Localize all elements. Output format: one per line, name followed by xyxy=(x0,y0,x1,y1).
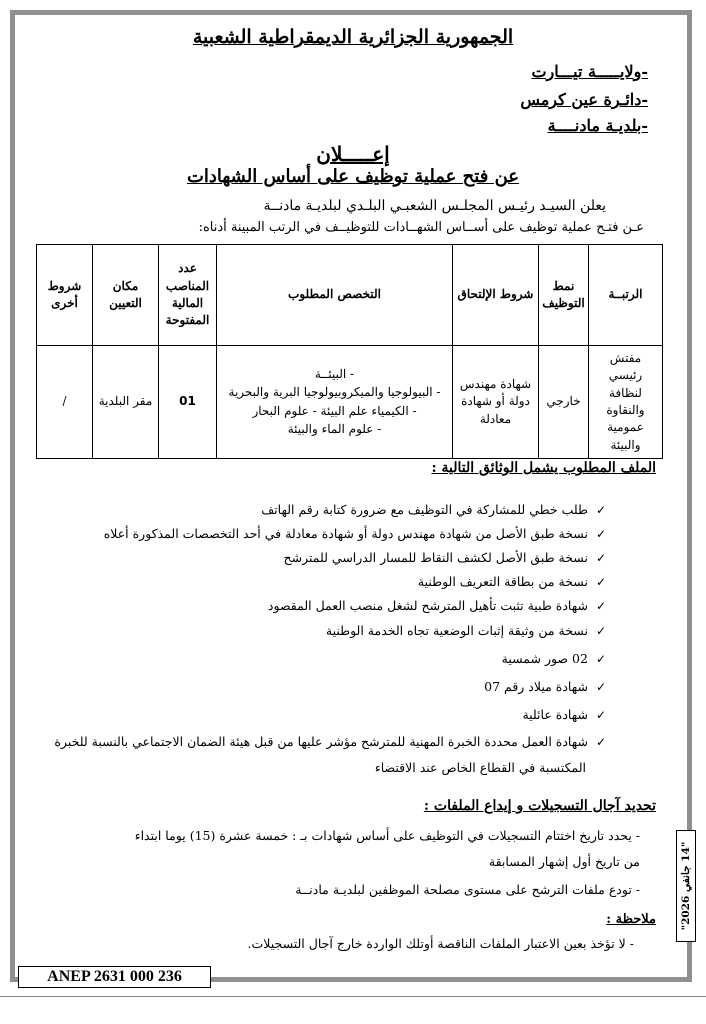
schedule-title: تحديد آجال التسجيلات و إيداع الملفات : xyxy=(423,798,656,814)
document-item: ✓شهادة العمل محددة الخبرة المهنية للمترشح مؤشر عليها من قبل هيئة الضمان الاجتماعي بالنسبة للخبرة xyxy=(54,734,606,749)
document-item: ✓نسخة طبق الأصل لكشف النقاط للمسار الدراسي للمترشح xyxy=(283,550,606,565)
date-stamp xyxy=(676,830,696,942)
note-text: - لا تؤخذ بعين الاعتبار الملفات الناقصة أوتلك الواردة خارج آجال التسجيلات. xyxy=(247,936,634,951)
check-icon: ✓ xyxy=(595,652,606,666)
republic-heading: الجمهورية الجزائرية الديمقراطية الشعبية xyxy=(192,26,514,48)
check-icon: ✓ xyxy=(595,624,606,638)
header-specialty: التخصص المطلوب xyxy=(217,245,453,346)
check-icon: ✓ xyxy=(595,735,606,749)
document-item: ✓نسخة من بطاقة التعريف الوطنية xyxy=(417,574,606,589)
schedule-line-2: - تودع ملفات الترشح على مستوى مصلحة الموظفين لبلديـة مادنــة xyxy=(295,882,640,897)
specialty-item: - البيولوجيا والميكروبيولوجيا البرية والبحرية xyxy=(228,385,441,400)
anep-reference: ANEP 2631 000 236 xyxy=(18,966,211,988)
cell-rank: مفتش رئيسي لنظافة والنقاوة عمومية والبيئة xyxy=(589,346,663,459)
header-location: مكان التعيين xyxy=(93,245,159,346)
document-item: ✓شهادة عائلية xyxy=(522,707,606,722)
table-row xyxy=(37,346,663,459)
intro-line-2: عـن فتـح عملية توظيف على أســاس الشهــادات للتوظيــف في الرتب المبينة أدناه: xyxy=(198,220,644,235)
cell-recruitment-mode: خارجي xyxy=(539,346,589,459)
document-item: ✓نسخة طبق الأصل من شهادة مهندس دولة أو شهادة معادلة في أحد التخصصات المذكورة أعلاه xyxy=(103,526,606,541)
check-icon: ✓ xyxy=(595,575,606,589)
intro-line-1: يعلن السيـد رئيـس المجلـس الشعبـي البلـدي لبلديـة مادنــة xyxy=(263,198,606,214)
cell-location: مقر البلدية xyxy=(93,346,159,459)
bottom-divider xyxy=(0,996,706,997)
note-title: ملاحظة : xyxy=(606,912,656,927)
document-item: ✓نسخة من وثيقة إثبات الوضعية تجاه الخدمة الوطنية xyxy=(325,623,606,638)
daira-label: -دائـرة عين كرمس xyxy=(520,90,648,109)
specialty-item: - علوم الماء والبيئة xyxy=(287,421,382,436)
check-icon: ✓ xyxy=(595,708,606,722)
announcement-subtitle: عن فتح عملية توظيف على أساس الشهادات xyxy=(186,166,520,187)
check-icon: ✓ xyxy=(595,527,606,541)
specialty-item: - البيئــة xyxy=(314,366,355,381)
date-text: "14 جانفي 2026" xyxy=(680,841,692,931)
announcement-title: إعـــــلان xyxy=(316,142,390,166)
cell-access-conditions: شهادة مهندس دولة أو شهادة معادلة xyxy=(453,346,539,459)
check-icon: ✓ xyxy=(595,599,606,613)
header-recruitment-mode: نمط التوظيف xyxy=(539,245,589,346)
document-item: ✓02 صور شمسية xyxy=(501,651,606,666)
header-positions: عدد المناصب المالية المفتوحة xyxy=(159,245,217,346)
specialty-item: - الكيمياء علم البيئة - علوم البحار xyxy=(252,403,417,418)
cell-specialty xyxy=(217,346,453,459)
header-access-conditions: شروط الإلتحاق xyxy=(453,245,539,346)
check-icon: ✓ xyxy=(595,503,606,517)
header-rank: الرتبــة xyxy=(589,245,663,346)
check-icon: ✓ xyxy=(595,551,606,565)
schedule-line-1-continuation: من تاريخ أول إشهار المسابقة xyxy=(488,854,640,869)
wilaya-label: -ولايـــــة تيـــارت xyxy=(531,62,648,81)
header-other-conditions: شروط أخرى xyxy=(37,245,93,346)
documents-title: الملف المطلوب يشمل الوثائق التالية : xyxy=(431,460,656,476)
document-item: ✓شهادة طبية تثبت تأهيل المترشح لشغل منصب العمل المقصود xyxy=(267,598,606,613)
baladiya-label: -بلديـة مادنــــة xyxy=(547,116,648,135)
schedule-line-1: - يحدد تاريخ اختتام التسجيلات في التوظيف على أساس شهادات بـ : خمسة عشرة (15) يوما ابتداء xyxy=(134,828,640,843)
document-item: ✓طلب خطي للمشاركة في التوظيف مع ضرورة كتابة رقم الهاتف xyxy=(261,502,606,517)
document-item: ✓شهادة ميلاد رقم 07 xyxy=(484,679,606,694)
cell-other-conditions: / xyxy=(37,346,93,459)
table-header-row xyxy=(37,245,663,346)
cell-positions: 01 xyxy=(159,346,217,459)
document-item-continuation: المكتسبة في القطاع الخاص عند الاقتضاء xyxy=(374,760,586,775)
check-icon: ✓ xyxy=(595,680,606,694)
positions-table xyxy=(36,244,663,459)
